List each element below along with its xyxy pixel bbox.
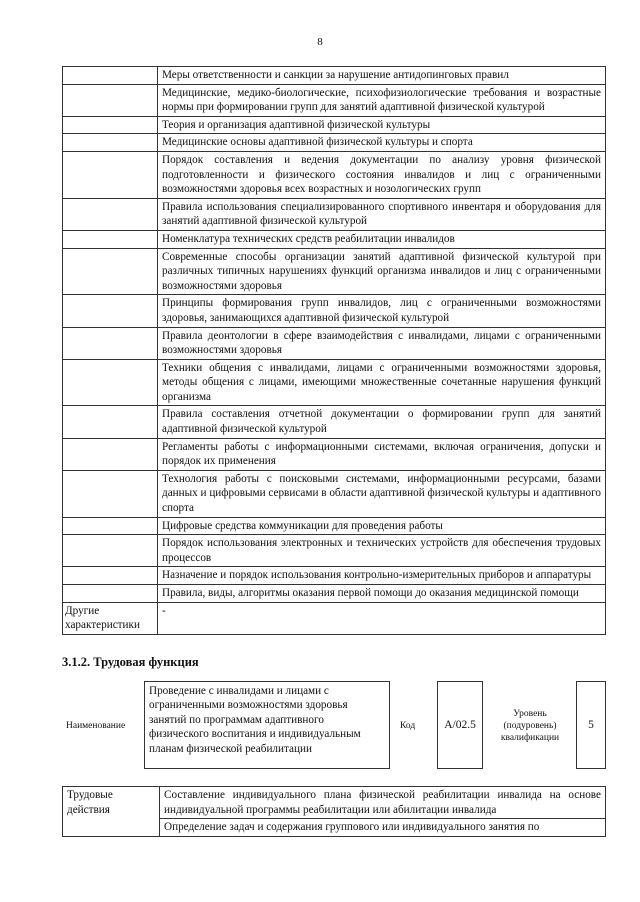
level-label: Уровень (подуровень) квалификации bbox=[500, 709, 560, 743]
row-label-cell bbox=[63, 198, 158, 230]
knowledge-row bbox=[63, 295, 606, 327]
code-label: Код bbox=[400, 721, 416, 731]
knowledge-item: Назначение и порядок использования контрольно-измерительных приборов и аппаратуры bbox=[158, 567, 606, 585]
knowledge-item: Принципы формирования групп инвалидов, лиц с ограниченными возможностями здоровья, занимающихся адаптивной физической культурой bbox=[158, 295, 606, 327]
knowledge-row bbox=[63, 84, 606, 116]
knowledge-row bbox=[63, 567, 606, 585]
row-label-cell bbox=[63, 406, 158, 438]
labor-actions-table bbox=[62, 786, 606, 837]
knowledge-item: Медицинские, медико-биологические, психофизиологические требования и возрастные нормы при формировании групп для занятий адаптивной физической культурой bbox=[158, 84, 606, 116]
knowledge-item: Медицинские основы адаптивной физической культуры и спорта bbox=[158, 134, 606, 152]
knowledge-item: Правила составления отчетной документации о формировании групп для занятий адаптивной физической культурой bbox=[158, 406, 606, 438]
knowledge-row bbox=[63, 198, 606, 230]
name-label: Наименование bbox=[66, 721, 126, 731]
row-label-cell bbox=[63, 67, 158, 85]
knowledge-item: Меры ответственности и санкции за нарушение антидопинговых правил bbox=[158, 67, 606, 85]
knowledge-item: Правила деонтологии в сфере взаимодействия с инвалидами, лицами с ограниченными возможностями здоровья bbox=[158, 327, 606, 359]
knowledge-row bbox=[63, 151, 606, 198]
knowledge-item: Теория и организация адаптивной физической культуры bbox=[158, 116, 606, 134]
knowledge-row bbox=[63, 406, 606, 438]
row-label-cell bbox=[63, 116, 158, 134]
knowledge-row bbox=[63, 230, 606, 248]
function-name: Проведение с инвалидами и лицами с ограниченными возможностями здоровья занятий по программам адаптивного физического воспитания и индивидуальным планам физической реабилитации bbox=[144, 681, 390, 769]
knowledge-row bbox=[63, 359, 606, 406]
knowledge-row bbox=[63, 517, 606, 535]
knowledge-row bbox=[63, 535, 606, 567]
labor-action-item: Определение задач и содержания группового или индивидуального занятия по bbox=[160, 819, 606, 837]
row-label-cell bbox=[63, 438, 158, 470]
row-label-cell bbox=[63, 517, 158, 535]
knowledge-row bbox=[63, 327, 606, 359]
row-label-cell bbox=[63, 134, 158, 152]
row-label-cell bbox=[63, 84, 158, 116]
row-label-cell bbox=[63, 327, 158, 359]
row-label-cell bbox=[63, 295, 158, 327]
row-label-cell bbox=[63, 248, 158, 295]
knowledge-row bbox=[63, 134, 606, 152]
knowledge-item: Цифровые средства коммуникации для проведения работы bbox=[158, 517, 606, 535]
knowledge-item: Правила, виды, алгоритмы оказания первой помощи до оказания медицинской помощи bbox=[158, 585, 606, 603]
page-number: 8 bbox=[317, 36, 323, 48]
row-label-cell bbox=[63, 359, 158, 406]
row-label-cell bbox=[63, 585, 158, 603]
labor-action-item: Составление индивидуального плана физической реабилитации инвалида на основе индивидуальной программы реабилитации или абилитации инвалида bbox=[160, 787, 606, 819]
knowledge-table bbox=[62, 66, 606, 635]
other-row bbox=[63, 602, 606, 634]
other-value: - bbox=[158, 602, 606, 634]
knowledge-row bbox=[63, 248, 606, 295]
row-label-cell bbox=[63, 567, 158, 585]
row-label-cell bbox=[63, 151, 158, 198]
knowledge-row bbox=[63, 470, 606, 517]
row-label-cell bbox=[63, 470, 158, 517]
labor-actions-label: Трудовые действия bbox=[63, 787, 160, 837]
knowledge-row bbox=[63, 67, 606, 85]
knowledge-item: Порядок использования электронных и технических устройств для обеспечения трудовых процессов bbox=[158, 535, 606, 567]
labor-function-header bbox=[62, 681, 608, 773]
knowledge-item: Регламенты работы с информационными системами, включая ограничения, допуски и порядок их применения bbox=[158, 438, 606, 470]
knowledge-item: Порядок составления и ведения документации по анализу уровня физической подготовленности и физического состояния инвалидов и лиц с ограниченными возможностями здоровья всех возрастных и нозологических групп bbox=[158, 151, 606, 198]
knowledge-item: Техники общения с инвалидами, лицами с ограниченными возможностями здоровья, методы общения с лицами, имеющими множественные сочетанные нарушения функций организма bbox=[158, 359, 606, 406]
other-label: Другие характеристики bbox=[63, 602, 158, 634]
knowledge-row bbox=[63, 116, 606, 134]
knowledge-item: Технология работы с поисковыми системами, информационными ресурсами, базами данных и цифровыми сервисами в области адаптивной физической культуры и адаптивного спорта bbox=[158, 470, 606, 517]
knowledge-item: Современные способы организации занятий адаптивной физической культурой при различных типичных нарушениях функций организма инвалидов и лиц с ограниченными возможностями здоровья bbox=[158, 248, 606, 295]
labor-action-row bbox=[63, 787, 606, 819]
knowledge-item: Номенклатура технических средств реабилитации инвалидов bbox=[158, 230, 606, 248]
function-code: A/02.5 bbox=[437, 681, 483, 769]
knowledge-item: Правила использования специализированного спортивного инвентаря и оборудования для занятий адаптивной физической культурой bbox=[158, 198, 606, 230]
section-title: 3.1.2. Трудовая функция bbox=[62, 655, 199, 669]
row-label-cell bbox=[63, 230, 158, 248]
knowledge-row bbox=[63, 585, 606, 603]
qualification-level: 5 bbox=[576, 681, 606, 769]
knowledge-row bbox=[63, 438, 606, 470]
row-label-cell bbox=[63, 535, 158, 567]
